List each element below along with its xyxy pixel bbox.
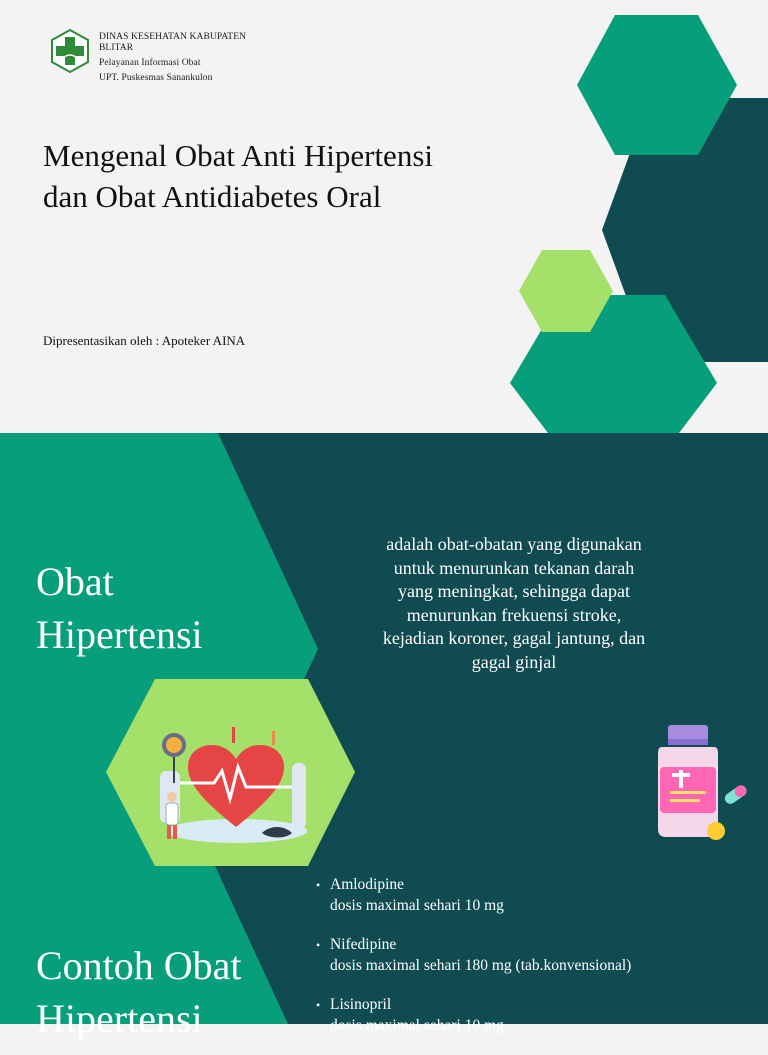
slide2-title-line1: Obat bbox=[36, 559, 114, 604]
bullet-icon: • bbox=[316, 998, 321, 1012]
title-slide bbox=[0, 0, 768, 433]
org-service: Pelayanan Informasi Obat bbox=[99, 58, 201, 68]
title-line-2: dan Obat Antidiabetes Oral bbox=[43, 179, 382, 214]
description-line: menurunkan frekuensi stroke, bbox=[406, 604, 622, 625]
description-line: adalah obat-obatan yang digunakan bbox=[386, 534, 642, 554]
org-unit: UPT. Puskesmas Sanankulon bbox=[99, 73, 213, 83]
hypertension-examples-slide bbox=[0, 866, 768, 1041]
slide3-title-line1: Contoh Obat bbox=[36, 943, 242, 988]
drug-dose: dosis maximal sehari 10 mg bbox=[330, 1016, 504, 1034]
slide2-title bbox=[36, 555, 203, 661]
list-item bbox=[316, 875, 756, 916]
hypertension-description bbox=[330, 533, 698, 674]
description-line: gagal ginjal bbox=[471, 651, 557, 672]
presentation-title bbox=[43, 135, 563, 217]
hypertension-definition-slide bbox=[0, 433, 768, 866]
slide2-title-line2: Hipertensi bbox=[36, 612, 203, 657]
drug-name: Nifedipine bbox=[330, 936, 397, 953]
list-item bbox=[316, 935, 756, 976]
title-line-1: Mengenal Obat Anti Hipertensi bbox=[43, 138, 433, 173]
description-line: yang meningkat, sehingga dapat bbox=[398, 581, 630, 601]
bullet-icon: • bbox=[316, 878, 321, 892]
org-name-line1: DINAS KESEHATAN KABUPATEN bbox=[99, 32, 247, 42]
description-line: kejadian koroner, gagal jantung, dan bbox=[382, 628, 646, 648]
presenter-text: Dipresentasikan oleh : Apoteker AINA bbox=[43, 333, 246, 348]
slide3-title-line2: Hipertensi bbox=[36, 996, 203, 1041]
drug-name: Amlodipine bbox=[330, 876, 405, 893]
organization-info bbox=[99, 32, 246, 84]
bullet-icon: • bbox=[316, 938, 321, 952]
list-item bbox=[316, 995, 756, 1036]
slide3-title bbox=[36, 939, 242, 1045]
health-cross-logo-icon bbox=[50, 29, 90, 73]
heart-blood-pressure-icon bbox=[152, 723, 318, 848]
drug-name: Lisinopril bbox=[330, 996, 392, 1013]
description-line: untuk menurunkan tekanan darah bbox=[393, 557, 635, 578]
drug-example-list bbox=[316, 875, 756, 1055]
drug-dose: dosis maximal sehari 180 mg (tab.konvensional) bbox=[330, 956, 632, 974]
medicine-bottle-icon bbox=[640, 725, 752, 845]
org-name-line2: BLITAR bbox=[99, 43, 134, 53]
drug-dose: dosis maximal sehari 10 mg bbox=[330, 896, 504, 914]
